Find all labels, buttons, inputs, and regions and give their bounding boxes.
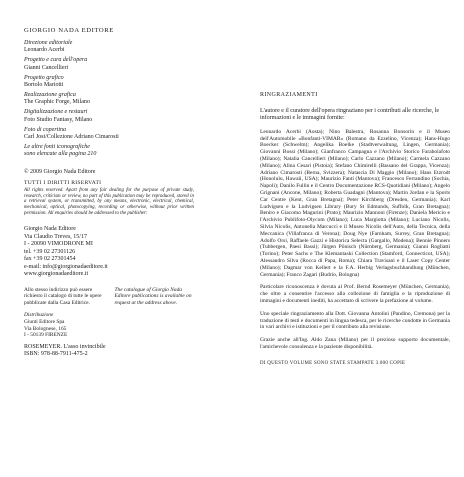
publisher-name: GIORGIO NADA EDITORE (24, 27, 114, 34)
catalog-note-english: The catalogue of Giorgio Nada Editore publications is available on request at the address above. (114, 286, 192, 306)
distribution-heading: Distribuzione (24, 312, 54, 319)
fax-line: fax +39 02 27301454 (24, 256, 76, 263)
publisher-address (24, 226, 194, 279)
acknowledgements-list: Leonardo Acerbi (Aosta); Nino Balestra, Rosanna Bonsorin e il Museo dell'Automobile «Bonfanti-VIMAR» (Romano da Ezzelino, Vicenza); Hans-Hugo Boecker (Schwelm); Angelika Boelke (Stadtverwaltung, Lingen, Germania); Giovanni Bossi (Milano); Gianfranco Campagna e l'Archivio Storico Farabolafoto (Milano); Natalia Cancellieri (Milano); Carlo Cazzano (Milano); Carmela Cazzano (Milano); Alina Cesari (Pistoia); Stefano Chimirelli (Bassano del Grappa, Vicenza); Adriano Cimarosti (Berna, Svizzera); Natascia Di Maggio (Milano); Hans Etzrodt (Honolulu, Hawaii, USA); Maurizio Fanti (Mantova); Francesco Ferrandino (Sochia, Napoli); Danilo Fullin e il Centro Documentazione RCS-Quotidiani (Milano); Angelo Grignani (Ancone, Milano); Roberta Guadagni (Mantova); Martin Jordan e la Sports Car Centre (Kent, Gran Bretagna); Peter Kirchberg (Dresden, Germania); Karl Ludvigsen e la Ludvigsen Library (Bury St Edmunds, Suffolk, Gran Bretagna); Beniro e Giacomo Magurini (Prato); Maurizio Mannoni (Firenze); Daniela Mericio e l'Archivio Publifoto-Olycom (Milano); Luca Margiotta (Milano); Luciano Nicolis, Silvia Nicolis, Antonella Marcucci e il Museo Nicolis dell'Auto, della Tecnica, della Meccanica (Villafranca di Verona); Doug Nye (Farnham, Surrey, Gran Bretagna); Adolfo Orsi, Raffaele Gazzi e Historica Selecta (Gargallo, Modena); Bennie Pinners (Tubbergen, Paesi Bassi); Jürgen Pönisch (Nürnberg, Germania); Gianni Rogliatti (Torino); Peter Sachs e The Klemantaski Collection (Stamford, Connecticut, USA); Alessandro Silva (Rocca di Papa, Roma); Chiara Travisani e il Laser Copy Center (Milano); Dagmar von Kellert e la F.A. Herbig Verlagsbuchhandlung (München, Germania); Franco Zagari (Budrio, Bologna) (260, 128, 450, 278)
note-line: Le altre fonti iconografiche (24, 143, 90, 150)
credit-role: Realizzazione grafica (24, 91, 76, 98)
email-line: e-mail: info@giorgionadaeditore.it (24, 263, 108, 270)
credit-progetto (24, 57, 194, 72)
acknowledgements-title: RINGRAZIAMENTI (260, 92, 318, 98)
distribution-block (24, 312, 104, 339)
credit-name: Bortolo Mariotti (24, 82, 64, 89)
book-title-line: ROSEMEYER. L'asso invincibile (24, 343, 106, 350)
acknowledgements-paragraph: Uno speciale ringraziamento alla Dott. Giovanna Antolini (Pandino, Cremona) per la traduzione di testi e documenti in lingua tedesca, per le ricerche condotte in Germania in vari archivi e istituzioni e per il contributo alla revisione. (260, 310, 450, 331)
distribution-line: Giunti Editore Spa (24, 319, 65, 326)
credit-role: Progetto grafico (24, 74, 64, 81)
distribution-line: Via Bolognese, 165 (24, 325, 67, 332)
imprint-column (24, 27, 194, 359)
credit-copertina (24, 127, 194, 142)
credit-name: Foto Studio Fantasy, Milano (24, 116, 93, 123)
address-line: I - 20090 VIMODRONE MI (24, 241, 93, 248)
acknowledgements-paragraph: Grazie anche all'Ing. Aldo Zana (Milano) per il prezioso supporto documentale, l'amichevole consulenza e la paziente disponibilità. (260, 337, 450, 350)
credit-digitalizzazione (24, 109, 194, 124)
credit-name: Carl Jost/Collezione Adriano Cimarosti (24, 133, 119, 140)
credit-name: Gianni Cancellieri (24, 64, 69, 71)
credit-progetto-grafico (24, 75, 194, 90)
note-line: sono elencate alla pagina 210 (24, 151, 97, 158)
isbn-block (24, 344, 194, 359)
phone-line: tel. +39 02 27301126 (24, 248, 76, 255)
copyright-line: © 2009 Giorgio Nada Editore (24, 168, 96, 175)
print-run-colophon: DI QUESTO VOLUME SONO STATE STAMPATE 3.000 COPIE (260, 360, 406, 366)
credit-name: The Graphic Forge, Milano (24, 99, 90, 106)
acknowledgements-column (260, 92, 450, 366)
rights-heading: TUTTI I DIRITTI RISERVATI (24, 180, 102, 187)
image-sources-note (24, 144, 194, 159)
isbn-line: ISBN: 978-88-7911-475-2 (24, 351, 88, 358)
rights-text: All rights reserved. Apart from any fair dealing for the purpose of private study, research, criticism or review, no part of this publication may be reproduced, stored in a retrieval system, or transmitted, by any means, electronic, electrical, chemical, mechanical, optical, photocopying, recording or otherwise, without prior written permission. All enquiries should be addressed to the publisher: (24, 187, 194, 217)
acknowledgements-paragraph: Particolare riconoscenza è dovuta al Prof. Bernd Rosemeyer (München, Germania), che oltre a consentire l'accesso alla collezione di famiglia e la riproduzione di immagini e documenti inediti, ha accettato di scrivere la prefazione al volume. (260, 284, 450, 304)
credit-role: Direzione editoriale (24, 40, 73, 46)
acknowledgements-intro: L'autore e il curatore dell'opera ringraziano per i contributi alle ricerche, le informazioni e le immagini fornite: (260, 108, 440, 122)
address-line: Via Claudio Treves, 15/17 (24, 233, 87, 240)
catalog-text-it: Allo stesso indirizzo può essere richiesto il catalogo di tutte le opere pubblicate dalla Casa Editrice. (24, 286, 102, 306)
address-line: Giorgio Nada Editore (24, 226, 76, 233)
credit-role: Digitalizzazione e restauri (24, 109, 88, 116)
website-line: www.giorgionadaeditore.it (24, 271, 89, 278)
distribution-line: I - 50139 FIRENZE (24, 332, 68, 339)
credit-role: Progetto e cura dell'opera (24, 57, 88, 64)
credit-realizzazione (24, 92, 194, 107)
catalog-note-italian (24, 287, 104, 339)
catalog-note (24, 287, 194, 339)
credit-role: Foto di copertina (24, 126, 66, 133)
credit-direzione (24, 40, 194, 55)
credit-name: Leonardo Acerbi (24, 47, 65, 54)
